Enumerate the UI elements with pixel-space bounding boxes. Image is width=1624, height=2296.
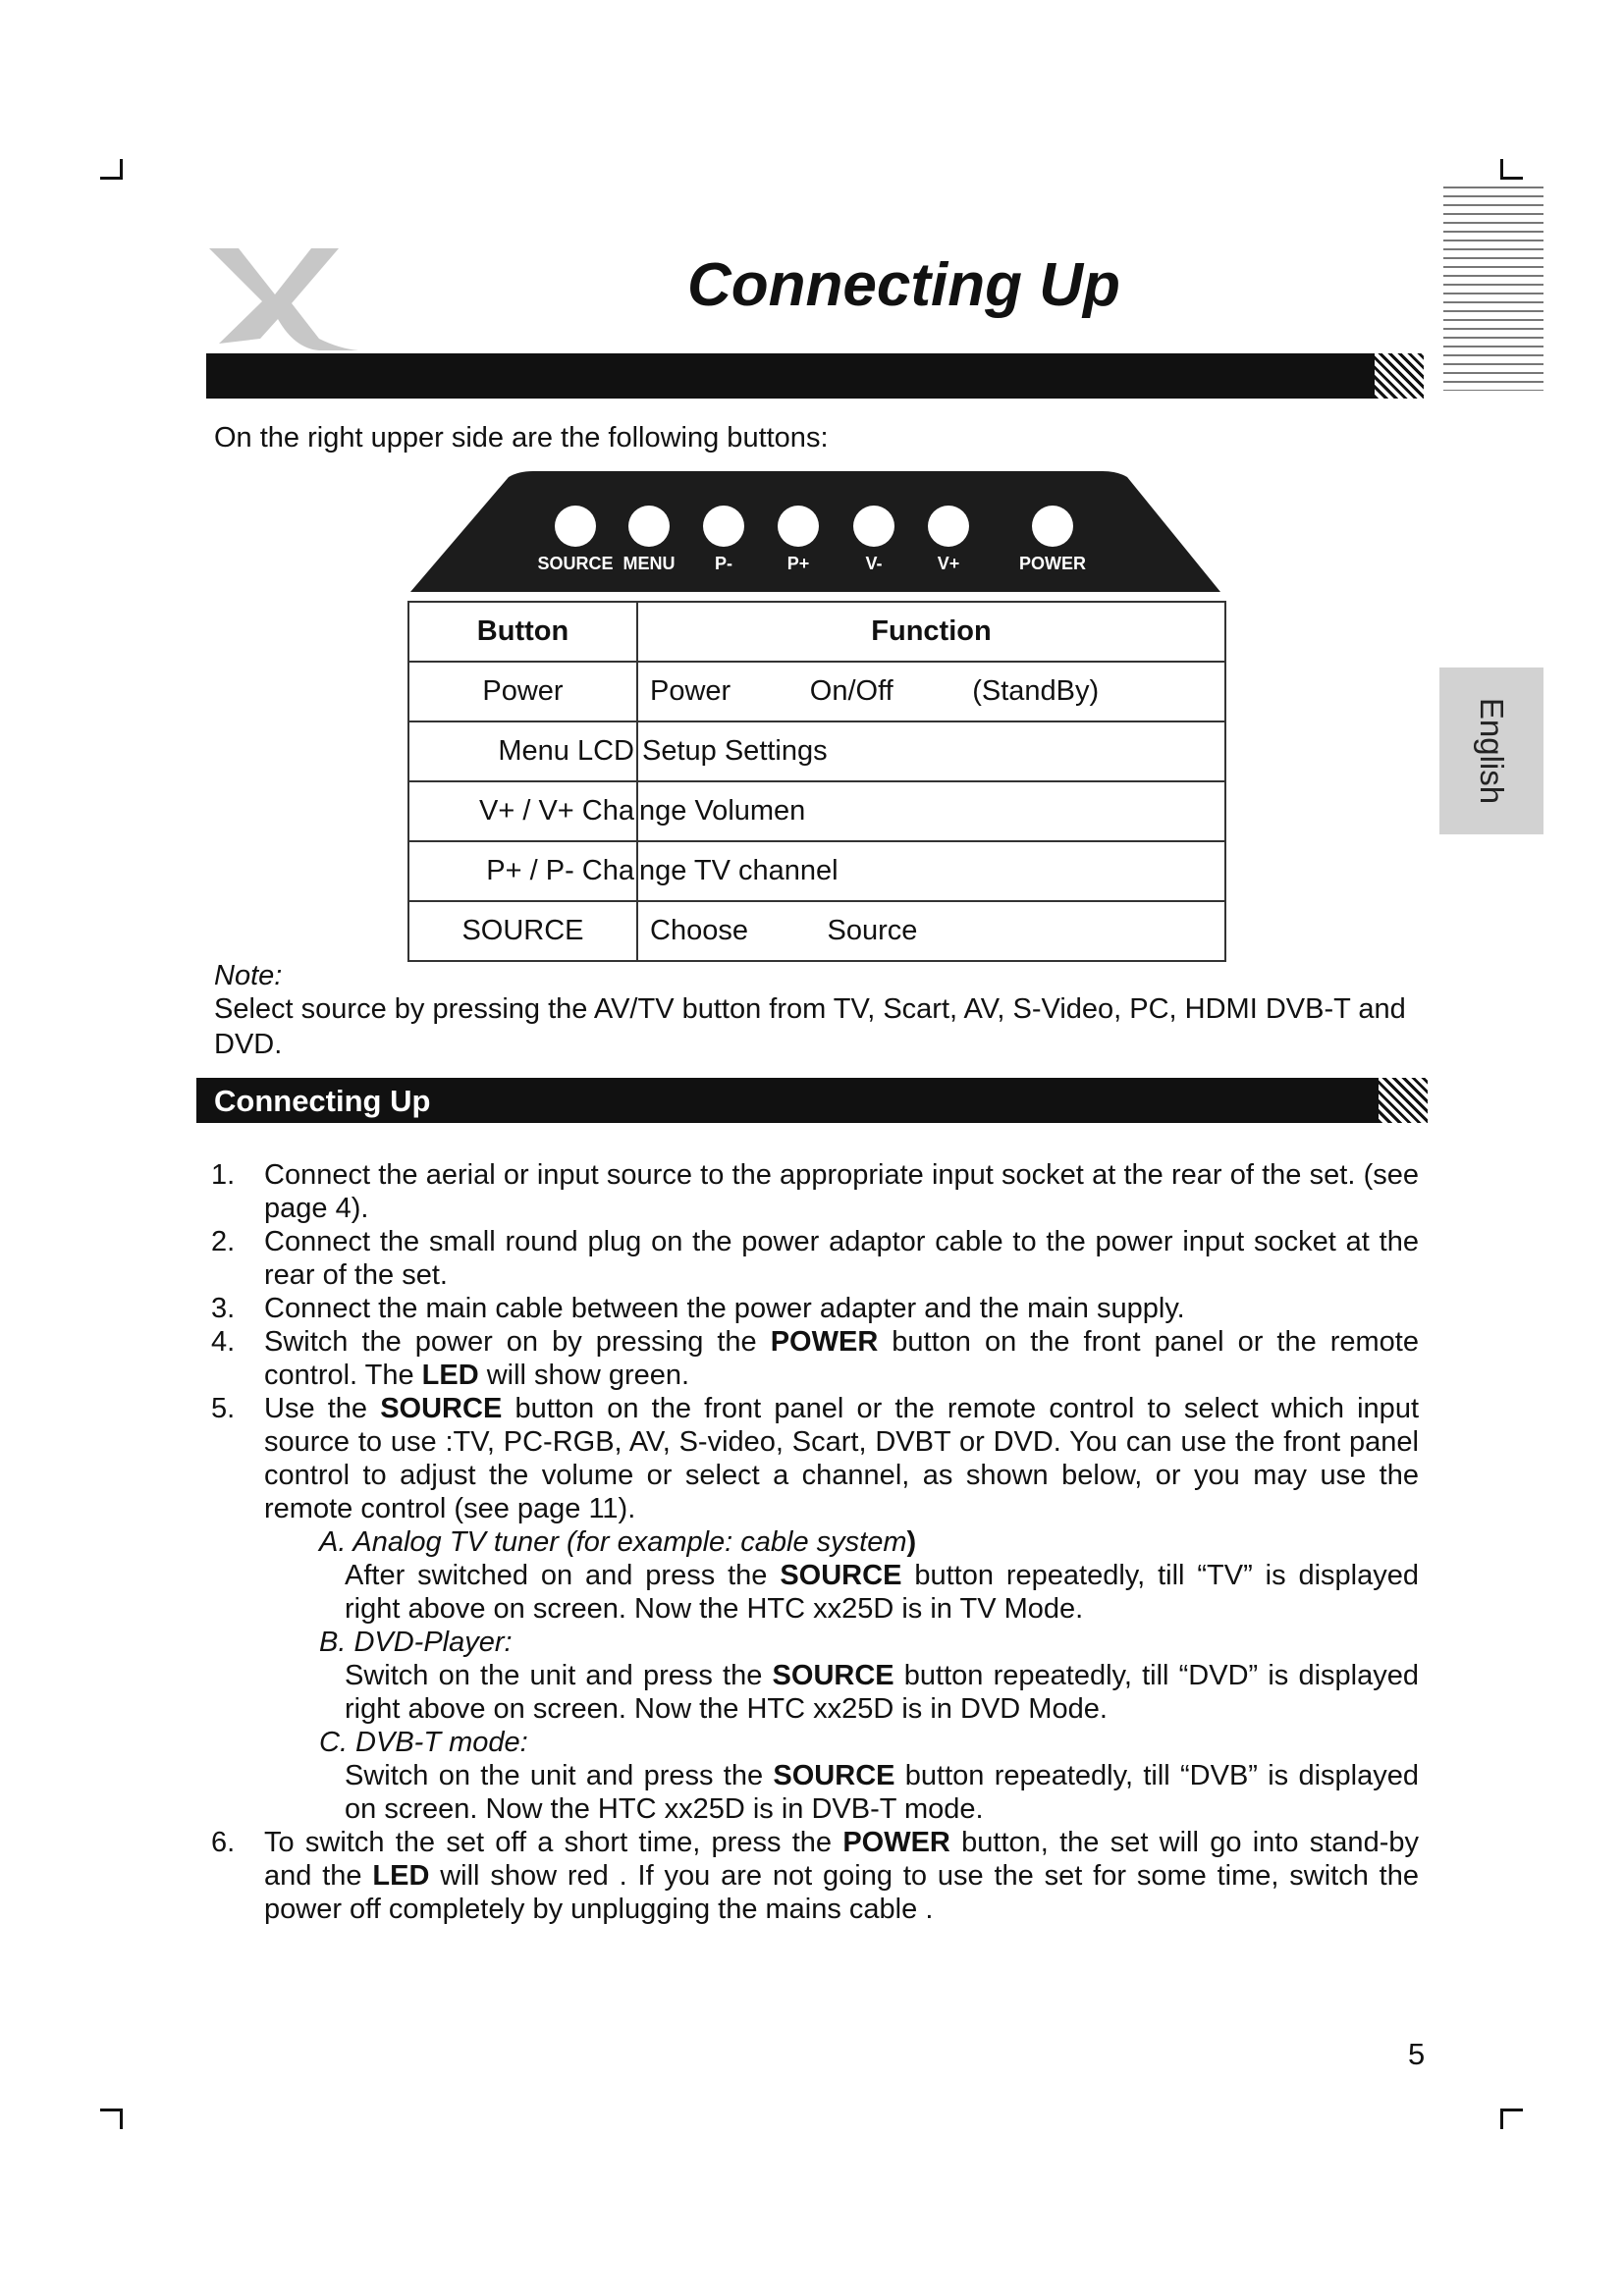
section-header-bar	[196, 1078, 1388, 1123]
step-text-part: button on the front panel or the remote control to select which input source to use :TV, PC-RGB, AV, S-video, Scart, DVBT or DVD. You can use the front panel control to adjust the volume or select a channel, as shown below, or you may use the remote control (see page 11).	[264, 1393, 1420, 1524]
sub-item-body: Switch on the unit and press the SOURCE button repeatedly, till “DVB” is displayed on screen. Now the HTC xx25D is in DVB-T mode.	[345, 1760, 1419, 1825]
step-text-part: To switch the set off a short time, press the	[264, 1827, 843, 1858]
crop-mark-bottom-left	[100, 2109, 123, 2129]
panel-button-label: POWER	[1018, 554, 1087, 573]
table-header-row	[408, 602, 1225, 662]
table-row	[408, 662, 1225, 721]
intro-text: On the right upper side are the following buttons:	[214, 422, 829, 454]
step-text-bold: POWER	[770, 1326, 879, 1358]
list-item	[211, 1826, 1419, 1926]
list-item	[211, 1225, 1419, 1292]
table-cell-function: nge TV channel	[637, 841, 1225, 901]
step-number: 2.	[211, 1226, 236, 1257]
decorative-stripes	[1443, 187, 1543, 391]
column-header-function: Function	[637, 602, 1225, 662]
table-row	[408, 841, 1225, 901]
panel-button-source	[555, 506, 596, 547]
step-text-bold: LED	[372, 1860, 430, 1892]
button-function-table	[407, 601, 1226, 962]
instructions-list	[211, 1158, 1419, 1926]
step-text-part: button, the set will go into stand-by and the	[264, 1827, 1419, 1892]
language-tab-label: English	[1474, 697, 1510, 805]
section-bar-dots	[1379, 1078, 1428, 1123]
header-bar	[206, 353, 1384, 399]
step-text-part: will show red . If you are not going to use the set for some time, switch the power off completely by unplugging the mains cable .	[264, 1860, 1419, 1925]
brand-logo	[201, 240, 358, 353]
step-text-part: Switch the power on by pressing the	[264, 1326, 771, 1358]
header-bar-dots	[1375, 353, 1424, 399]
step-text-part: Use the	[264, 1393, 381, 1424]
list-item	[211, 1158, 1419, 1225]
page-title: Connecting Up	[687, 251, 1120, 319]
language-tab	[1439, 667, 1543, 834]
sub-item-body: Switch on the unit and press the SOURCE button repeatedly, till “DVD” is displayed right above on screen. Now the HTC xx25D is in DVD Mode.	[345, 1660, 1419, 1725]
sub-item-a	[264, 1525, 1419, 1626]
table-cell-function: Setup Settings	[637, 721, 1225, 781]
step-number: 1.	[211, 1159, 236, 1191]
sub-item-body: After switched on and press the SOURCE button repeatedly, till “TV” is displayed right above on screen. Now the HTC xx25D is in TV Mode.	[345, 1560, 1419, 1625]
table-row	[408, 901, 1225, 961]
sub-item-title: C. DVB-T mode:	[319, 1727, 528, 1758]
panel-button-pplus	[778, 506, 819, 547]
panel-button-vplus	[928, 506, 969, 547]
step-text-bold: POWER	[842, 1827, 950, 1858]
step-text-part: will show green.	[478, 1360, 690, 1391]
step-number: 6.	[211, 1827, 236, 1858]
sub-item-title: A. Analog TV tuner (for example: cable system)	[319, 1526, 917, 1558]
panel-button-label: P-	[715, 554, 732, 573]
panel-button-power	[1032, 506, 1073, 547]
step-text-bold: SOURCE	[380, 1393, 503, 1424]
table-cell-button: Power	[408, 662, 637, 721]
crop-mark-top-right	[1500, 159, 1523, 180]
step-number: 4.	[211, 1326, 236, 1358]
panel-button-label: V+	[937, 554, 960, 573]
sub-item-b	[264, 1626, 1419, 1726]
panel-button-label: V-	[865, 554, 883, 573]
step-text: Connect the main cable between the power adapter and the main supply.	[264, 1293, 1185, 1324]
panel-button-label: SOURCE	[537, 554, 614, 573]
control-panel-illustration	[410, 469, 1225, 597]
panel-button-label: MENU	[623, 554, 676, 573]
table-cell-function: Power On/Off (StandBy)	[637, 662, 1225, 721]
panel-button-menu	[628, 506, 670, 547]
table-cell-function: nge Volumen	[637, 781, 1225, 841]
step-text-part: button on the front panel or the remote control. The	[264, 1326, 1419, 1391]
table-row	[408, 781, 1225, 841]
column-header-button: Button	[408, 602, 637, 662]
sub-item-c	[264, 1726, 1419, 1826]
step-number: 5.	[211, 1393, 236, 1424]
table-row	[408, 721, 1225, 781]
note-label: Note:	[214, 960, 283, 991]
list-item	[211, 1292, 1419, 1325]
step-text: Connect the aerial or input source to the appropriate input socket at the rear of the set. (see page 4).	[264, 1159, 1419, 1224]
table-cell-button: P+ / P- Cha	[408, 841, 637, 901]
section-title: Connecting Up	[214, 1084, 431, 1118]
table-cell-button: SOURCE	[408, 901, 637, 961]
table-cell-button: Menu LCD	[408, 721, 637, 781]
table-cell-button: V+ / V+ Cha	[408, 781, 637, 841]
page-number: 5	[1408, 2037, 1426, 2071]
sub-item-title: B. DVD-Player:	[319, 1627, 513, 1658]
panel-button-pminus	[703, 506, 744, 547]
step-text: Connect the small round plug on the power adaptor cable to the power input socket at the rear of the set.	[264, 1226, 1419, 1291]
step-text-bold: LED	[421, 1360, 479, 1391]
crop-mark-top-left	[100, 159, 123, 180]
list-item	[211, 1325, 1419, 1392]
panel-button-label: P+	[786, 554, 810, 573]
crop-mark-bottom-right	[1500, 2109, 1523, 2129]
panel-button-vminus	[853, 506, 894, 547]
note-text: Select source by pressing the AV/TV button from TV, Scart, AV, S-Video, PC, HDMI DVB-T and DVD.	[214, 993, 1406, 1060]
step-number: 3.	[211, 1293, 236, 1324]
table-cell-function: Choose Source	[637, 901, 1225, 961]
list-item	[211, 1392, 1419, 1826]
